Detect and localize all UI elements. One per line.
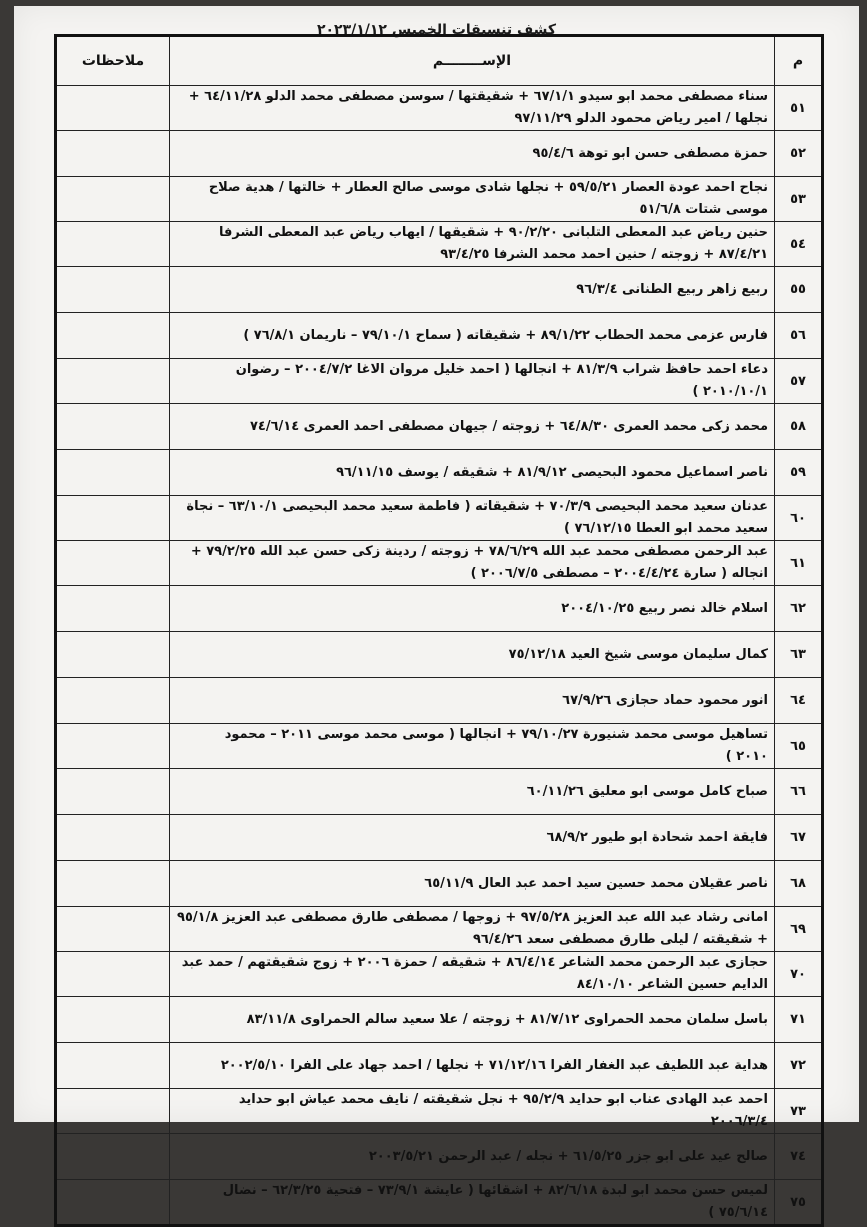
table-row [56,769,823,815]
row-name-line: صباح كامل موسى ابو معليق ٦٠/١١/٢٦ [526,783,768,799]
row-number: ٦٤ [775,678,823,724]
row-name-line: ربيع زاهر ربيع الطنانى ٩٦/٣/٤ [576,281,768,297]
row-notes-cell [56,861,170,907]
row-notes-cell [56,404,170,450]
row-number: ٦٥ [775,724,823,769]
row-notes-cell [56,632,170,678]
row-number: ٥٨ [775,404,823,450]
row-number: ٦٩ [775,907,823,952]
row-number: ٧٠ [775,952,823,997]
row-name-line: محمد زكى محمد العمرى ٦٤/٨/٣٠ + زوجته / جيهان مصطفى احمد العمرى ٧٤/٦/١٤ [249,418,768,434]
row-notes-cell [56,724,170,769]
row-notes-cell [56,86,170,131]
table-row [56,1180,823,1226]
table-row [56,907,823,952]
table-row [56,632,823,678]
row-number: ٧٥ [775,1180,823,1226]
row-name-cell [170,404,775,450]
row-name-cell [170,861,775,907]
row-notes-cell [56,997,170,1043]
row-name-line: ناصر اسماعيل محمود البحيصى ٨١/٩/١٢ + شقيقه / يوسف ٩٦/١١/١٥ [336,464,768,480]
row-notes-cell [56,678,170,724]
row-name-cell [170,86,775,131]
row-name-line: هداية عبد اللطيف عبد الغفار الفرا ٧١/١٢/١٦ + نجلها / احمد جهاد على الفرا ٢٠٠٢/٥/١٠ [220,1057,768,1073]
row-name-line: احمد عبد الهادى عناب ابو حدايد ٩٥/٢/٩ + نجل شقيقته / نايف محمد عياش ابو حدايد [238,1092,768,1107]
roster-table [54,34,824,1227]
row-number: ٦٠ [775,496,823,541]
row-name-cell [170,586,775,632]
row-name-line: ٨٧/٤/٢١ + زوجته / حنين احمد محمد الشرفا ٩٣/٤/٢٥ [440,247,768,262]
table-row [56,861,823,907]
row-notes-cell [56,222,170,267]
row-notes-cell [56,496,170,541]
row-name-cell [170,267,775,313]
row-name-line: ٢٠٠٦/٣/٤ [710,1114,768,1129]
table-row [56,1134,823,1180]
row-number: ٦٨ [775,861,823,907]
row-number: ٥٧ [775,359,823,404]
row-name-line: فايقة احمد شحادة ابو طيور ٦٨/٩/٢ [546,829,768,845]
row-notes-cell [56,952,170,997]
row-number: ٥٥ [775,267,823,313]
row-name-cell [170,496,775,541]
row-name-line: انور محمود حماد حجازى ٦٧/٩/٢٦ [562,692,768,708]
header-number: م [775,36,823,86]
row-name-cell [170,177,775,222]
table-row [56,222,823,267]
row-notes-cell [56,1134,170,1180]
row-name-cell [170,769,775,815]
row-number: ٥٢ [775,131,823,177]
row-name-line: ناصر عقيلان محمد حسين سيد احمد عبد العال ٦٥/١١/٩ [424,875,768,891]
row-name-line: سعيد محمد ابو العطا ٧٦/١٢/١٥ ) [564,521,768,536]
row-name-line: ٢٠١٠/١٠/١ ) [692,384,768,399]
table-row [56,496,823,541]
row-name-line: لميس حسن محمد ابو لبدة ٨٢/٦/١٨ + اشقائها ( عايشة ٧٣/٩/١ – فتحية ٦٢/٣/٢٥ – نضال [222,1183,768,1198]
row-name-cell [170,678,775,724]
row-notes-cell [56,313,170,359]
row-number: ٦٧ [775,815,823,861]
row-name-cell [170,541,775,586]
table-row [56,586,823,632]
row-name-line: ٢٠١٠ ) [725,749,768,764]
row-name-cell [170,907,775,952]
row-name-line: انجاله ( سارة ٢٠٠٤/٤/٢٤ – مصطفى ٢٠٠٦/٧/٥ ) [470,566,768,581]
table-row [56,724,823,769]
row-notes-cell [56,907,170,952]
row-name-cell [170,724,775,769]
row-name-line: امانى رشاد عبد الله عبد العزيز ٩٧/٥/٢٨ + زوجها / مصطفى طارق مصطفى عبد العزيز ٩٥/١/٨ [177,910,768,925]
row-notes-cell [56,359,170,404]
row-number: ٦٦ [775,769,823,815]
row-name-cell [170,632,775,678]
row-number: ٧٢ [775,1043,823,1089]
table-row [56,404,823,450]
table-row [56,131,823,177]
row-notes-cell [56,267,170,313]
table-row [56,1043,823,1089]
row-number: ٥٦ [775,313,823,359]
header-notes: ملاحظات [56,36,170,86]
row-notes-cell [56,1043,170,1089]
row-name-line: نجاح احمد عودة العصار ٥٩/٥/٢١ + نجلها شادى موسى صالح العطار + خالتها / هدية صلاح [208,180,768,195]
row-name-cell [170,222,775,267]
row-name-line: ٧٥/٦/١٤ ) [708,1205,768,1220]
row-name-line: حجازى عبد الرحمن محمد الشاعر ٨٦/٤/١٤ + شقيقه / حمزة ٢٠٠٦ + زوج شقيقتهم / حمد عبد [181,955,768,970]
row-name-cell [170,997,775,1043]
row-name-line: حمزة مصطفى حسن ابو توهة ٩٥/٤/٦ [532,145,768,161]
row-number: ٥٤ [775,222,823,267]
row-name-cell [170,1134,775,1180]
row-name-cell [170,450,775,496]
table-row [56,815,823,861]
row-name-cell [170,1043,775,1089]
row-name-line: تساهيل موسى محمد شنيورة ٧٩/١٠/٢٧ + انجالها ( موسى محمد موسى ٢٠١١ – محمود [224,727,768,742]
table-row [56,359,823,404]
row-name-line: الدايم حسين الشاعر ٨٤/١٠/١٠ [576,977,768,992]
table-row [56,450,823,496]
row-notes-cell [56,586,170,632]
row-name-cell [170,815,775,861]
table-row [56,541,823,586]
row-name-line: موسى شتات ٥١/٦/٨ [639,202,768,217]
row-number: ٦٢ [775,586,823,632]
row-number: ٧١ [775,997,823,1043]
table-row [56,86,823,131]
header-name: الإســــــــم [170,36,775,86]
table-row [56,177,823,222]
row-number: ٥٩ [775,450,823,496]
row-name-line: + شقيقته / ليلى طارق مصطفى سعد ٩٦/٤/٢٦ [472,932,768,947]
row-notes-cell [56,131,170,177]
row-name-cell [170,131,775,177]
row-name-line: عبد الرحمن مصطفى محمد عبد الله ٧٨/٦/٢٩ + زوجته / ردينة زكى حسن عبد الله ٧٩/٢/٢٥ + [190,544,768,559]
row-number: ٦٣ [775,632,823,678]
table-row [56,267,823,313]
row-name-line: فارس عزمى محمد الحطاب ٨٩/١/٢٢ + شقيقاته ( سماح ٧٩/١٠/١ – ناريمان ٧٦/٨/١ ) [243,327,768,343]
row-notes-cell [56,177,170,222]
table-row [56,313,823,359]
row-name-line: دعاء احمد حافظ شراب ٨١/٣/٩ + انجالها ( احمد خليل مروان الاغا ٢٠٠٤/٧/٢ – رضوان [235,362,768,377]
document-title: كشف تنسيقات الخميس ٢٠٢٣/١/١٢ [316,22,557,38]
row-name-line: سناء مصطفى محمد ابو سيدو ٦٧/١/١ + شقيقتها / سوسن مصطفى محمد الدلو ٦٤/١١/٢٨ + [188,89,768,104]
row-name-cell [170,359,775,404]
row-notes-cell [56,769,170,815]
row-notes-cell [56,450,170,496]
table-body [56,86,823,1226]
row-name-line: كمال سليمان موسى شيخ العيد ٧٥/١٢/١٨ [508,646,768,662]
row-number: ٥١ [775,86,823,131]
row-notes-cell [56,1180,170,1226]
table-row [56,678,823,724]
row-number: ٧٤ [775,1134,823,1180]
row-number: ٦١ [775,541,823,586]
row-name-line: باسل سلمان محمد الحمراوى ٨١/٧/١٢ + زوجته / علا سعيد سالم الحمراوى ٨٣/١١/٨ [246,1011,768,1027]
row-notes-cell [56,541,170,586]
row-name-line: نجلها / امير رياض محمود الدلو ٩٧/١١/٢٩ [514,111,768,126]
row-name-cell [170,1180,775,1226]
table-row [56,997,823,1043]
row-name-cell [170,313,775,359]
table-header-row [56,36,823,86]
row-name-line: صالح عيد على ابو جزر ٦١/٥/٢٥ + نجله / عبد الرحمن ٢٠٠٣/٥/٢١ [368,1148,768,1164]
row-notes-cell [56,815,170,861]
row-name-line: حنين رياض عبد المعطى التلبانى ٩٠/٢/٢٠ + شقيقها / ايهاب رياض عبد المعطى الشرفا [219,225,768,240]
document-sheet [14,6,859,1220]
row-name-line: عدنان سعيد محمد البحيصى ٧٠/٣/٩ + شقيقاته ( فاطمة سعيد محمد البحيصى ٦٣/١٠/١ – نجاة [186,499,768,514]
row-name-line: اسلام خالد نصر ربيع ٢٠٠٤/١٠/٢٥ [561,600,768,616]
table-row [56,952,823,997]
row-number: ٧٣ [775,1089,823,1134]
row-number: ٥٣ [775,177,823,222]
row-name-cell [170,952,775,997]
